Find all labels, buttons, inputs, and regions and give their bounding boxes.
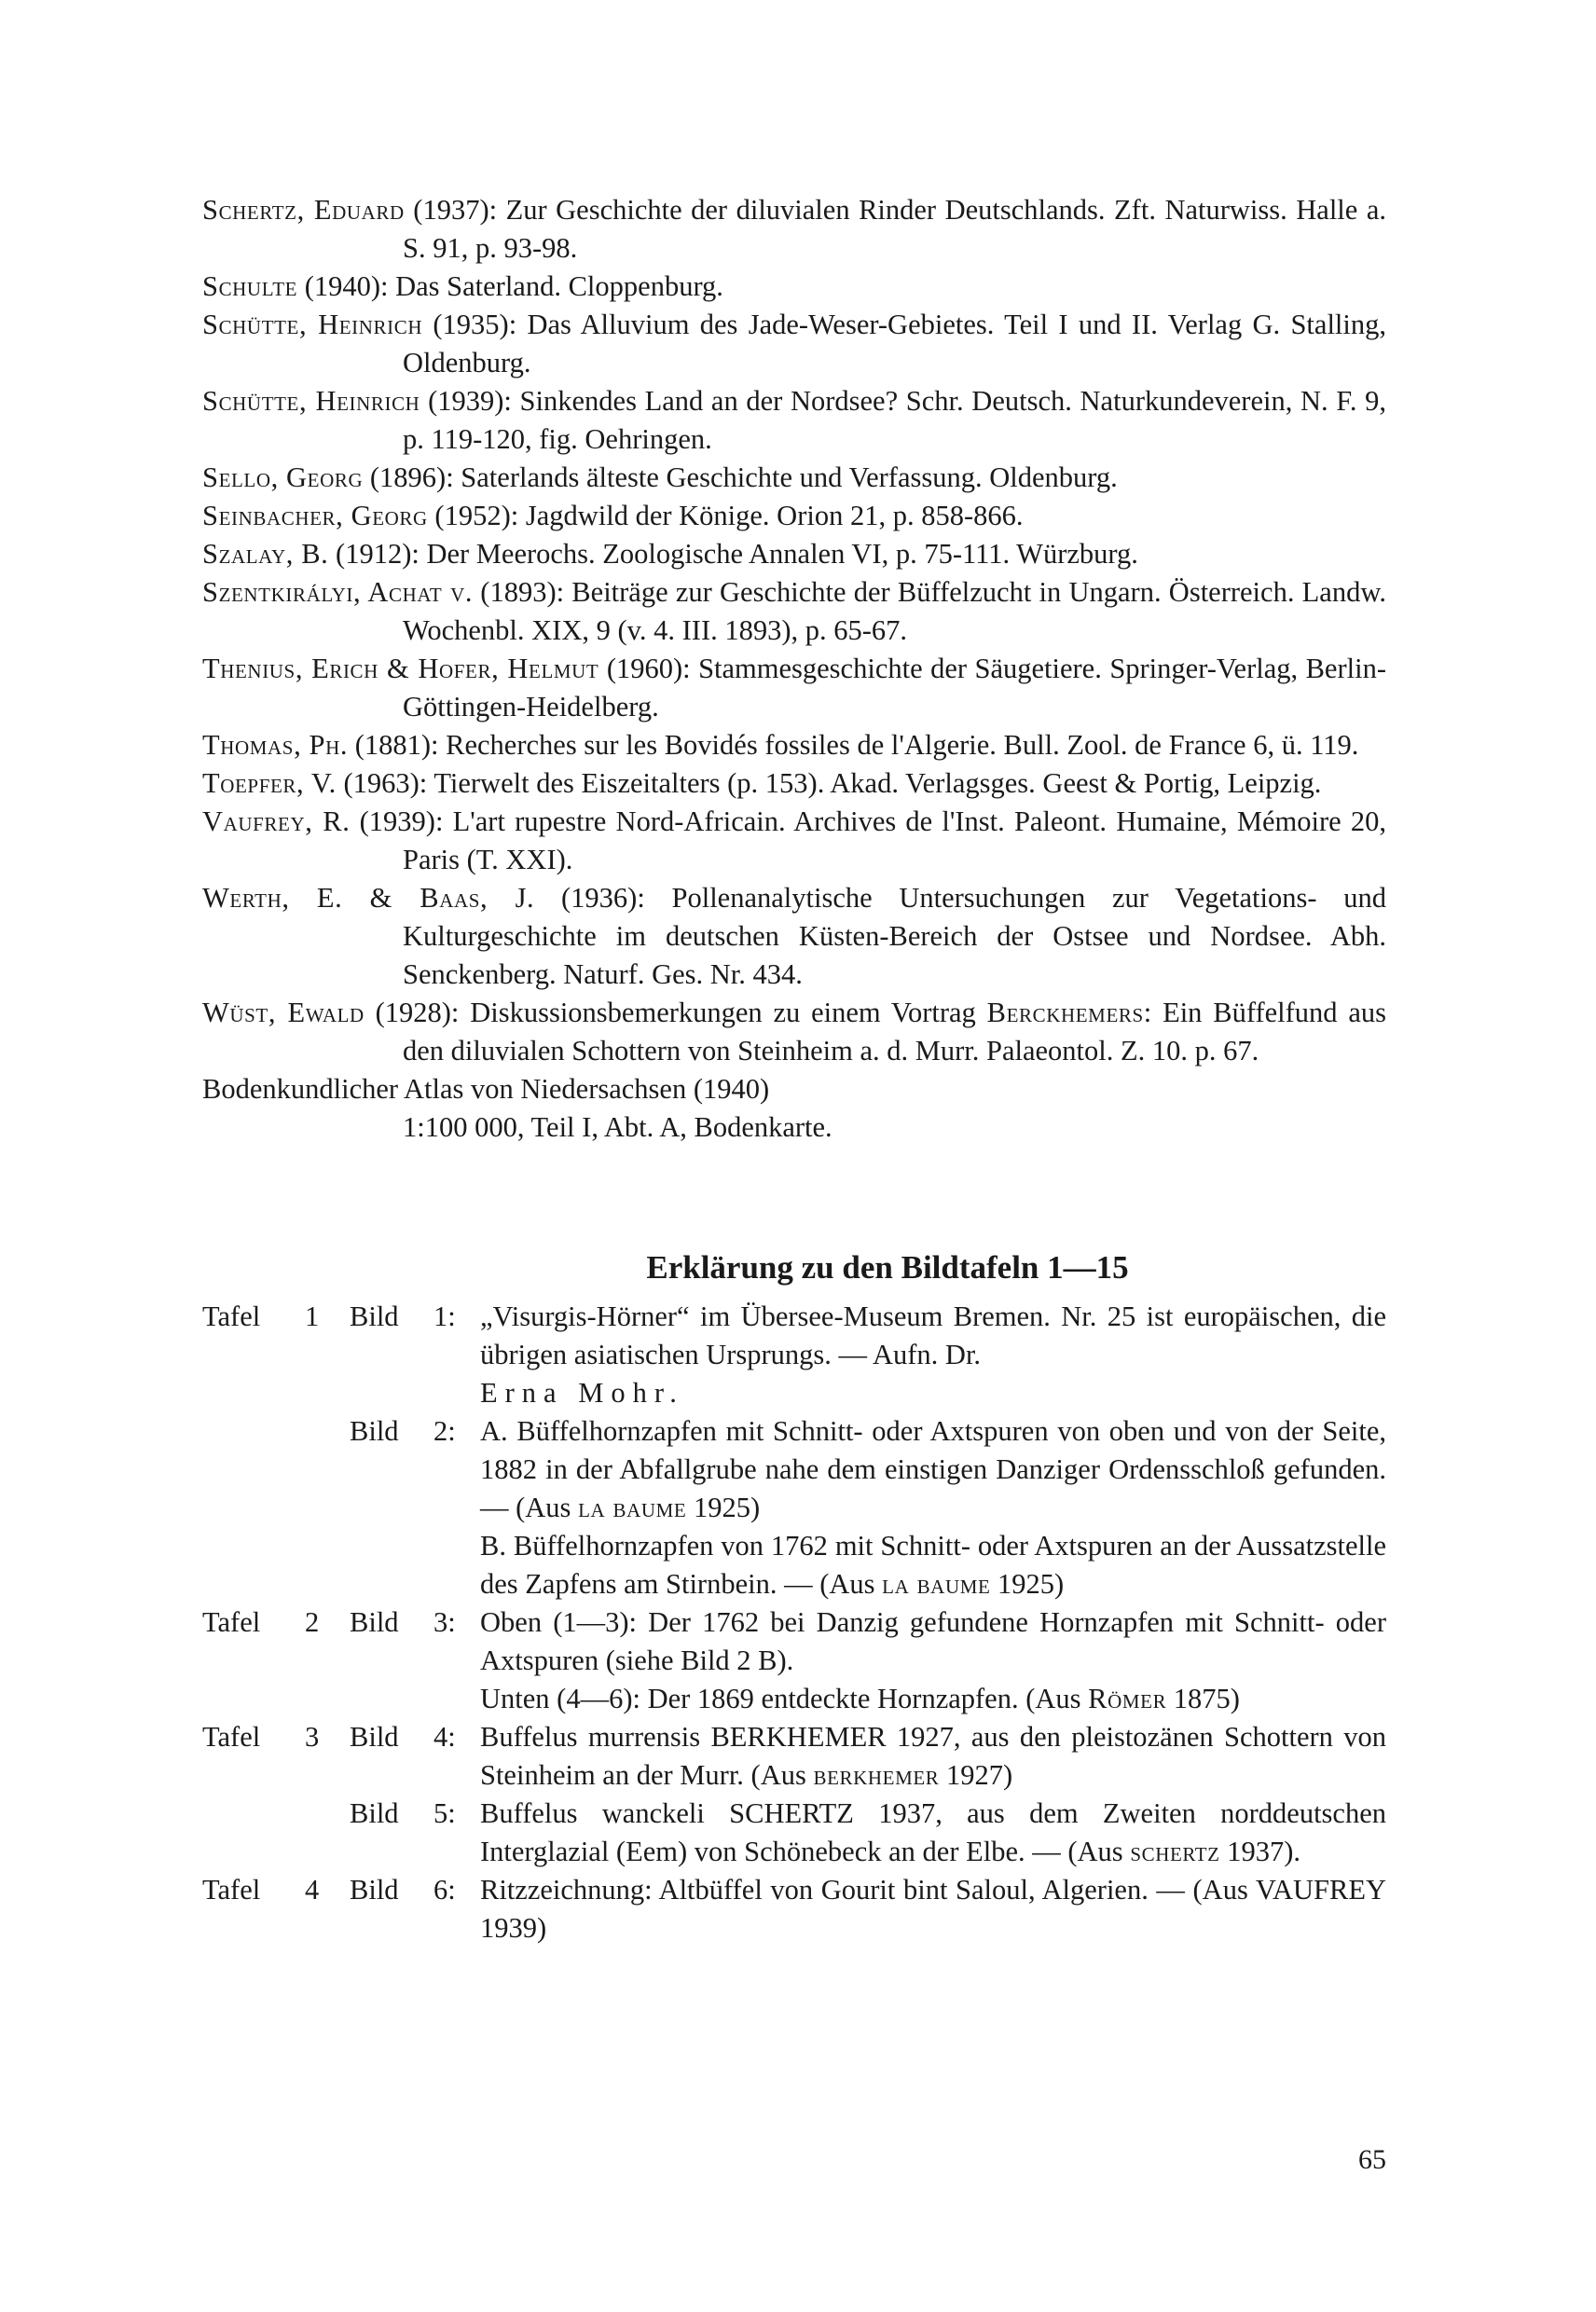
bibliography-entry [202, 268, 1386, 306]
description-text: „Visurgis-Hörner“ im Übersee-Museum Bremen. Nr. 25 ist europäischen, die übrigen asiatischen Ursprungs. — Aufn. Dr. [480, 1300, 1386, 1370]
figure-label: Bild [350, 1606, 399, 1638]
entry-text: (1963): Tierwelt des Eiszeitalters (p. 153). Akad. Verlagsges. Geest & Portig, Leipzig. [336, 767, 1322, 799]
description-text: Oben (1—3): Der 1762 bei Danzig gefundene Hornzapfen mit Schnitt- oder Axtspuren (siehe Bild 2 B). [480, 1606, 1386, 1676]
bibliography-entry [202, 764, 1386, 803]
plate-number: 2 [305, 1606, 320, 1638]
figure-number: 3: [433, 1606, 456, 1638]
figure-label: Bild [350, 1721, 399, 1753]
entry-author: Toepfer, V. [202, 767, 337, 799]
bibliography-entry [202, 459, 1386, 497]
bibliography-entry [202, 650, 1386, 726]
page-number: 65 [1358, 2144, 1386, 2175]
entry-text: (1893): Beiträge zur Geschichte der Büffelzucht in Ungarn. Österreich. Landw. Wochenbl. XIX, 9 (v. 4. III. 1893), p. 65-67. [403, 576, 1386, 646]
entry-text-continued: : Ein Büffelfund aus den diluvialen Schottern von Steinheim a. d. Murr. Palaeontol. Z. 10. p. 67. [403, 997, 1387, 1067]
description-text: A. Büffelhornzapfen mit Schnitt- oder Axtspuren von oben und von der Seite, 1882 in der Abfallgrube nahe dem einstigen Danziger Ordensschloß gefunden. — (Aus [480, 1415, 1386, 1523]
entry-text: (1960): Stammesgeschichte der Säugetiere. Springer-Verlag, Berlin-Göttingen-Heidelberg. [403, 653, 1386, 722]
description-text: B. Büffelhornzapfen von 1762 mit Schnitt- oder Axtspuren an der Aussatzstelle des Zapfens am Stirnbein. — (Aus [480, 1530, 1386, 1600]
cited-author: Römer [1088, 1683, 1167, 1714]
description-text: Unten (4—6): Der 1869 entdeckte Hornzapfen. (Aus [480, 1683, 1089, 1714]
plate-number: 4 [305, 1874, 320, 1906]
entry-author: Sello, Georg [202, 461, 364, 493]
plate-label: Tafel [202, 1300, 261, 1332]
entry-text: (1896): Saterlands älteste Geschichte und Verfassung. Oldenburg. [363, 461, 1118, 493]
figure-description [480, 1795, 1386, 1871]
figure-label: Bild [350, 1797, 399, 1829]
plate-entry [202, 1871, 1386, 1947]
entry-author: Schütte, Heinrich [202, 385, 420, 417]
entry-text: (1912): Der Meerochs. Zoologische Annalen VI, p. 75-111. Würzburg. [328, 538, 1138, 570]
cited-author: la baume [578, 1492, 687, 1523]
description-text: Buffelus wanckeli SCHERTZ 1937, aus dem Zweiten norddeutschen Interglazial (Eem) von Schönebeck an der Elbe. — (Aus [480, 1797, 1386, 1867]
plate-label: Tafel [202, 1606, 261, 1638]
entry-text: (1928): Diskussionsbemerkungen zu einem Vortrag [364, 997, 987, 1028]
figure-label: Bild [350, 1300, 399, 1332]
bibliography-entry [202, 306, 1386, 382]
entry-author: Szalay, B. [202, 538, 329, 570]
plate-label [202, 1412, 305, 1603]
entry-text: (1939): Sinkendes Land an der Nordsee? Schr. Deutsch. Naturkundeverein, N. F. 9, p. 119-120, fig. Oehringen. [403, 385, 1386, 455]
bibliography-entry [202, 803, 1386, 879]
figure-description [480, 1298, 1386, 1412]
figure-number: 6: [433, 1874, 456, 1906]
description-text: 1875) [1166, 1683, 1240, 1714]
photographer-name: Erna Mohr. [480, 1377, 684, 1409]
figure-description [480, 1718, 1386, 1795]
entry-author: Werth, E. & Baas, J. [202, 882, 535, 914]
entry-author: Thomas, Ph. [202, 729, 349, 761]
figure-number: 1: [433, 1300, 456, 1332]
description-text: 1927) [939, 1759, 1013, 1791]
entry-text: (1936): Pollenanalytische Untersuchungen zur Vegetations- und Kulturgeschichte im deutschen Küsten-Bereich der Ostsee und Nordsee. Abh. Senckenberg. Naturf. Ges. Nr. 434. [403, 882, 1386, 990]
figure-description [480, 1412, 1386, 1603]
entry-author: Schertz, Eduard [202, 194, 405, 226]
figure-label: Bild [350, 1415, 399, 1447]
plate-number [305, 1412, 350, 1603]
plate-entry [202, 1412, 1386, 1603]
entry-author: Vaufrey, R. [202, 805, 351, 837]
plate-label [202, 1795, 305, 1871]
description-part-bottom [480, 1680, 1386, 1718]
cited-author: la baume [882, 1568, 991, 1600]
entry-text: (1940): Das Saterland. Cloppenburg. [297, 270, 723, 302]
plate-number: 1 [305, 1300, 320, 1332]
description-text: 1937). [1219, 1836, 1301, 1867]
figure-number: 5: [433, 1797, 456, 1829]
plate-label: Tafel [202, 1874, 261, 1906]
entry-text: (1939): L'art rupestre Nord-Africain. Archives de l'Inst. Paleont. Humaine, Mémoire 20, Paris (T. XXI). [350, 805, 1386, 875]
description-part-b [480, 1527, 1386, 1603]
plate-number [305, 1795, 350, 1871]
bibliography-entry [202, 573, 1386, 650]
entry-author: Szentkirályi, Achat v. [202, 576, 474, 608]
entry-cited-author: Berckhemers [986, 997, 1144, 1028]
description-text: 1925) [686, 1492, 761, 1523]
bibliography-entry [202, 497, 1386, 535]
description-part-a [480, 1412, 1386, 1527]
bibliography-entry [202, 191, 1386, 268]
bibliography [202, 191, 1386, 1147]
bibliography-entry [202, 382, 1386, 459]
plate-number: 3 [305, 1721, 320, 1753]
plate-entry [202, 1298, 1386, 1412]
entry-text: (1952): Jagdwild der Könige. Orion 21, p. 858-866. [427, 500, 1024, 531]
atlas-details: 1:100 000, Teil I, Abt. A, Bodenkarte. [403, 1111, 832, 1143]
plate-entry [202, 1795, 1386, 1871]
bibliography-entry [202, 535, 1386, 573]
figure-number: 2: [433, 1415, 456, 1447]
entry-author: Wüst, Ewald [202, 997, 365, 1028]
section-title: Erklärung zu den Bildtafeln 1—15 [646, 1249, 1129, 1286]
entry-author: Thenius, Erich & Hofer, Helmut [202, 653, 599, 684]
bibliography-entry [202, 994, 1386, 1070]
bibliography-entry [202, 726, 1386, 764]
description-text: 1925) [990, 1568, 1065, 1600]
cited-author: berkhemer [813, 1759, 940, 1791]
entry-text: (1935): Das Alluvium des Jade-Weser-Gebietes. Teil I und II. Verlag G. Stalling, Oldenburg. [403, 309, 1386, 378]
plate-label: Tafel [202, 1721, 261, 1753]
bibliography-entry-atlas [202, 1070, 1386, 1147]
description-text: Buffelus murrensis BERKHEMER 1927, aus den pleistozänen Schottern von Steinheim an der Murr. (Aus [480, 1721, 1386, 1791]
entry-text: (1881): Recherches sur les Bovidés fossiles de l'Algerie. Bull. Zool. de France 6, ü. 119. [348, 729, 1359, 761]
atlas-title: Bodenkundlicher Atlas von Niedersachsen (1940) [202, 1073, 770, 1105]
plate-list [202, 1298, 1386, 1947]
entry-author: Schulte [202, 270, 298, 302]
entry-text: (1937): Zur Geschichte der diluvialen Rinder Deutschlands. Zft. Naturwiss. Halle a. S. 91, p. 93-98. [403, 194, 1386, 264]
figure-label: Bild [350, 1874, 399, 1906]
plate-entry [202, 1718, 1386, 1795]
entry-author: Schütte, Heinrich [202, 309, 423, 340]
figure-number: 4: [433, 1721, 456, 1753]
plate-entry [202, 1603, 1386, 1718]
figure-description: Ritzzeichnung: Altbüffel von Gourit bint Saloul, Algerien. — (Aus VAUFREY 1939) [480, 1874, 1386, 1944]
cited-author: schertz [1130, 1836, 1220, 1867]
figure-description [480, 1603, 1386, 1718]
bibliography-entry [202, 879, 1386, 994]
entry-author: Seinbacher, Georg [202, 500, 428, 531]
